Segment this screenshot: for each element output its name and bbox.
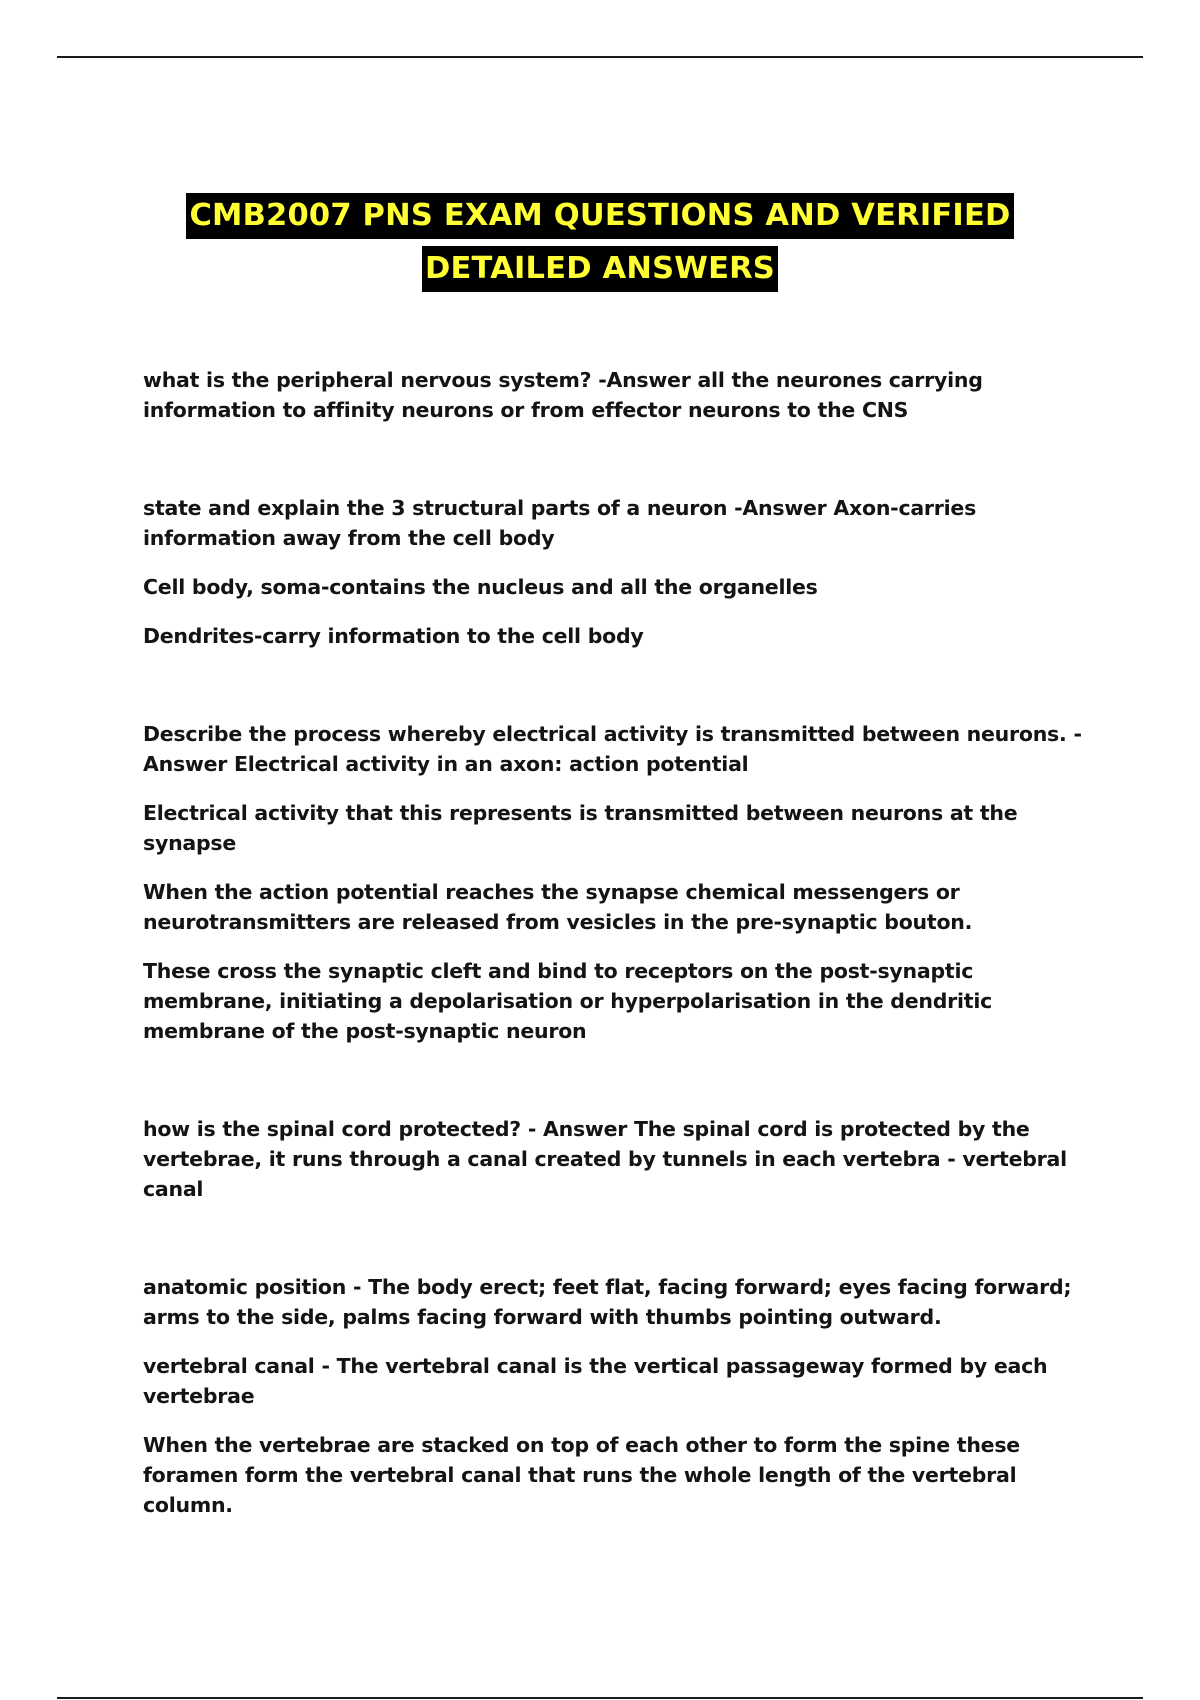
paragraph: When the vertebrae are stacked on top of each other to form the spine these foramen form the vertebral canal that runs the whole length of the vertebral column.: [143, 1433, 1020, 1517]
paragraph: vertebral canal - The vertebral canal is the vertical passageway formed by each vertebrae: [143, 1354, 1048, 1408]
document-body: [143, 365, 1103, 1520]
bottom-rule: [57, 1697, 1143, 1699]
paragraph: how is the spinal cord protected? - Answer The spinal cord is protected by the vertebrae, it runs through a canal created by tunnels in each vertebra - vertebral canal: [143, 1117, 1067, 1201]
paragraph: Cell body, soma-contains the nucleus and all the organelles: [143, 575, 818, 599]
paragraph: what is the peripheral nervous system? -Answer all the neurones carrying information to affinity neurons or from effector neurons to the CNS: [143, 368, 983, 422]
paragraph: Describe the process whereby electrical activity is transmitted between neurons. -Answer Electrical activity in an axon: action potential: [143, 722, 1082, 776]
qa-item: [143, 1272, 1103, 1520]
paragraph: anatomic position - The body erect; feet flat, facing forward; eyes facing forward; arms to the side, palms facing forward with thumbs pointing outward.: [143, 1275, 1072, 1329]
top-rule: [57, 56, 1143, 58]
paragraph: These cross the synaptic cleft and bind to receptors on the post-synaptic membrane, initiating a depolarisation or hyperpolarisation in the dendritic membrane of the post-synaptic neuron: [143, 959, 992, 1043]
paragraph: state and explain the 3 structural parts of a neuron -Answer Axon-carries information away from the cell body: [143, 496, 977, 550]
title-line-2: DETAILED ANSWERS: [422, 246, 778, 292]
qa-item: [143, 493, 1103, 651]
qa-item: [143, 365, 1103, 425]
paragraph: Electrical activity that this represents is transmitted between neurons at the synapse: [143, 801, 1018, 855]
document-title: [0, 193, 1200, 292]
paragraph: Dendrites-carry information to the cell body: [143, 624, 644, 648]
paragraph: When the action potential reaches the synapse chemical messengers or neurotransmitters are released from vesicles in the pre-synaptic bouton.: [143, 880, 973, 934]
qa-item: [143, 1114, 1103, 1204]
qa-item: [143, 719, 1103, 1046]
title-line-1: CMB2007 PNS EXAM QUESTIONS AND VERIFIED: [186, 193, 1013, 239]
